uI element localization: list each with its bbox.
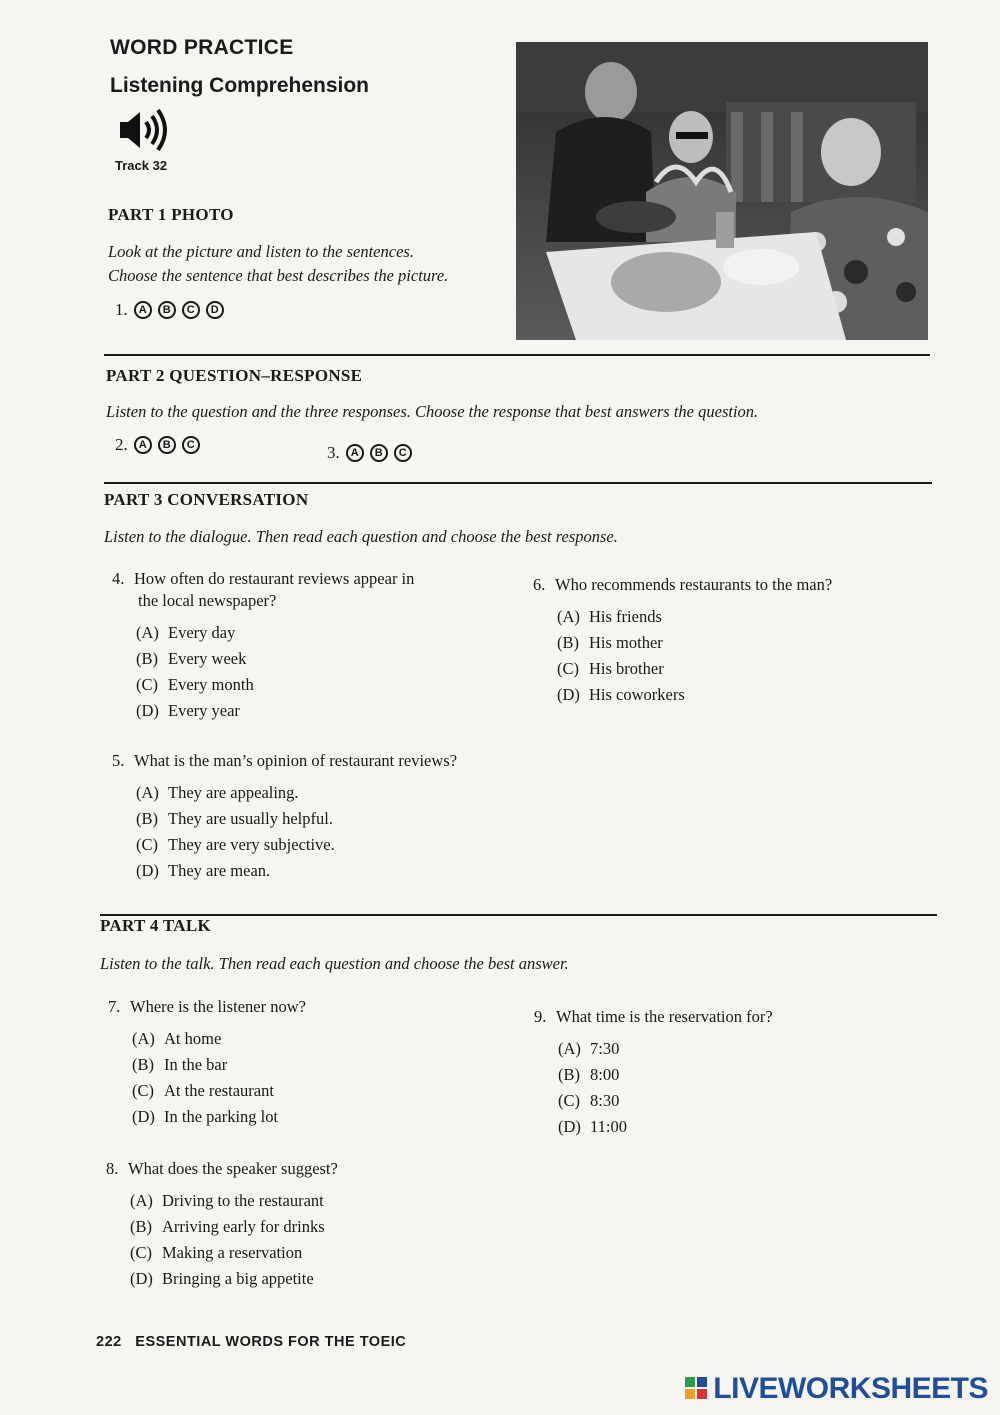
page-footer [96,1334,406,1350]
option-d[interactable]: (D) They are mean. [136,861,271,880]
divider [104,354,930,356]
question-number: 7. [108,997,121,1016]
question-number: 2. [115,435,128,454]
choice-a[interactable]: A [134,436,152,454]
option-b[interactable]: (B) In the bar [132,1055,228,1074]
option-b[interactable]: (B) Arriving early for drinks [130,1217,325,1236]
question-text: What is the man’s opinion of restaurant reviews? [134,751,458,770]
option-b[interactable]: (B) 8:00 [558,1065,620,1084]
option-d[interactable]: (D) His coworkers [557,685,685,704]
question-5 [112,750,562,884]
track-label: Track 32 [115,158,168,173]
option-a[interactable]: (A) At home [132,1029,222,1048]
question-text: Who recommends restaurants to the man? [555,575,833,594]
question-number: 5. [112,751,125,770]
photo-restaurant-diners [516,42,928,340]
answer-group-q3 [327,443,412,463]
choice-c[interactable]: C [394,444,412,462]
page-title: WORD PRACTICE [110,36,294,59]
option-a[interactable]: (A) 7:30 [558,1039,620,1058]
choice-d[interactable]: D [206,301,224,319]
part4-heading: PART 4 TALK [100,916,212,935]
part3-heading: PART 3 CONVERSATION [104,490,309,509]
part2-instructions: Listen to the question and the three responses. Choose the response that best answers the question. [106,402,759,421]
option-c[interactable]: (C) They are very subjective. [136,835,335,854]
option-d[interactable]: (D) In the parking lot [132,1107,279,1126]
answer-group-q2 [115,435,200,455]
section-title: Listening Comprehension [110,74,370,97]
option-c[interactable]: (C) 8:30 [558,1091,620,1110]
option-c[interactable]: (C) Every month [136,675,254,694]
part3-instructions: Listen to the dialogue. Then read each question and choose the best response. [104,527,618,546]
part1-instructions-line2: Choose the sentence that best describes the picture. [108,266,449,285]
choice-b[interactable]: B [158,301,176,319]
divider [100,914,937,916]
brand-name: LIVEWORKSHEETS [713,1372,988,1405]
part4-instructions: Listen to the talk. Then read each question and choose the best answer. [100,954,569,973]
option-b[interactable]: (B) His mother [557,633,663,652]
question-9 [534,1006,924,1140]
option-a[interactable]: (A) Every day [136,623,236,642]
question-text: How often do restaurant reviews appear in [134,569,415,588]
choice-a[interactable]: A [134,301,152,319]
choice-a[interactable]: A [346,444,364,462]
option-b[interactable]: (B) Every week [136,649,247,668]
part2-heading: PART 2 QUESTION–RESPONSE [106,366,363,385]
question-text-cont: the local newspaper? [138,591,277,610]
part1-instructions-line1: Look at the picture and listen to the sentences. [108,242,414,261]
option-c[interactable]: (C) Making a reservation [130,1243,303,1262]
answer-group-q1 [115,300,224,320]
question-4 [112,568,492,724]
option-a[interactable]: (A) Driving to the restaurant [130,1191,324,1210]
question-number: 1. [115,300,128,319]
option-b[interactable]: (B) They are usually helpful. [136,809,333,828]
divider [104,482,932,484]
choice-b[interactable]: B [370,444,388,462]
question-8 [106,1158,526,1292]
option-a[interactable]: (A) His friends [557,607,662,626]
question-6 [533,574,923,708]
question-text: What time is the reservation for? [556,1007,773,1026]
question-text: Where is the listener now? [130,997,306,1016]
choice-b[interactable]: B [158,436,176,454]
question-text: What does the speaker suggest? [128,1159,338,1178]
option-d[interactable]: (D) Bringing a big appetite [130,1269,314,1288]
choice-c[interactable]: C [182,301,200,319]
choice-c[interactable]: C [182,436,200,454]
question-number: 3. [327,443,340,462]
question-number: 6. [533,575,546,594]
liveworksheets-logo [685,1372,988,1406]
option-c[interactable]: (C) His brother [557,659,664,678]
option-c[interactable]: (C) At the restaurant [132,1081,274,1100]
speaker-icon[interactable] [118,108,174,154]
question-7 [108,996,488,1130]
page-number: 222 [96,1334,122,1350]
question-number: 9. [534,1007,547,1026]
part1-heading: PART 1 PHOTO [108,205,234,224]
question-number: 8. [106,1159,119,1178]
option-d[interactable]: (D) 11:00 [558,1117,627,1136]
book-title: ESSENTIAL WORDS FOR THE TOEIC [135,1334,407,1350]
option-a[interactable]: (A) They are appealing. [136,783,299,802]
grid-logo-icon [685,1377,709,1401]
question-number: 4. [112,569,125,588]
option-d[interactable]: (D) Every year [136,701,240,720]
